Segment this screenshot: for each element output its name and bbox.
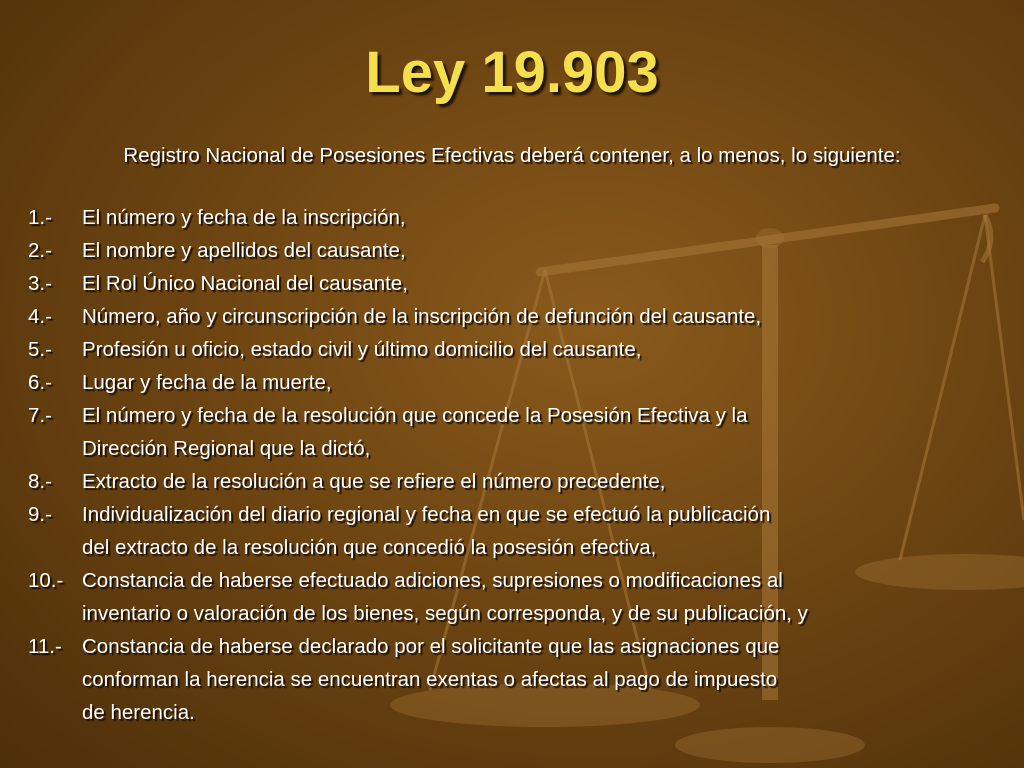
item-number: 7.- [28,404,52,427]
list-item [28,399,1008,465]
item-text: Profesión u oficio, estado civil y último domicilio del causante, [82,338,642,361]
list-item [28,201,1008,234]
item-number: 11.- [28,635,62,658]
item-text: Extracto de la resolución a que se refiere el número precedente, [82,470,666,493]
item-number: 1.- [28,206,52,229]
slide-title: Ley 19.903 [365,40,659,105]
intro-text: Registro Nacional de Posesiones Efectivas deberá contener, a lo menos, lo siguiente: [123,144,901,167]
item-number: 3.- [28,272,52,295]
item-text: El Rol Único Nacional del causante, [82,272,408,295]
item-number: 8.- [28,470,52,493]
item-text-continued: conforman la herencia se encuentran exentas o afectas al pago de impuesto [82,668,778,691]
list-item [28,498,1008,564]
list-item [28,564,1008,630]
item-text-continued: Dirección Regional que la dictó, [82,437,371,460]
item-text: El nombre y apellidos del causante, [82,239,406,262]
item-text: El número y fecha de la inscripción, [82,206,406,229]
list-item [28,333,1008,366]
item-text: Constancia de haberse declarado por el solicitante que las asignaciones que [82,635,780,658]
list-item [28,465,1008,498]
requirements-list [28,201,1008,729]
item-number: 9.- [28,503,52,526]
list-item [28,630,1008,729]
item-number: 6.- [28,371,52,394]
item-number: 10.- [28,569,64,592]
item-text: El número y fecha de la resolución que concede la Posesión Efectiva y la [82,404,748,427]
item-number: 5.- [28,338,52,361]
item-text: Individualización del diario regional y fecha en que se efectuó la publicación [82,503,771,526]
list-item [28,234,1008,267]
list-item [28,366,1008,399]
item-text: Lugar y fecha de la muerte, [82,371,332,394]
item-text: Constancia de haberse efectuado adiciones, supresiones o modificaciones al [82,569,783,592]
item-text-continued: de herencia. [82,701,195,724]
item-number: 4.- [28,305,52,328]
list-item [28,300,1008,333]
item-number: 2.- [28,239,52,262]
list-item [28,267,1008,300]
item-text-continued: del extracto de la resolución que concedió la posesión efectiva, [82,536,657,559]
item-text: Número, año y circunscripción de la inscripción de defunción del causante, [82,305,762,328]
item-text-continued: inventario o valoración de los bienes, según corresponda, y de su publicación, y [82,602,808,625]
